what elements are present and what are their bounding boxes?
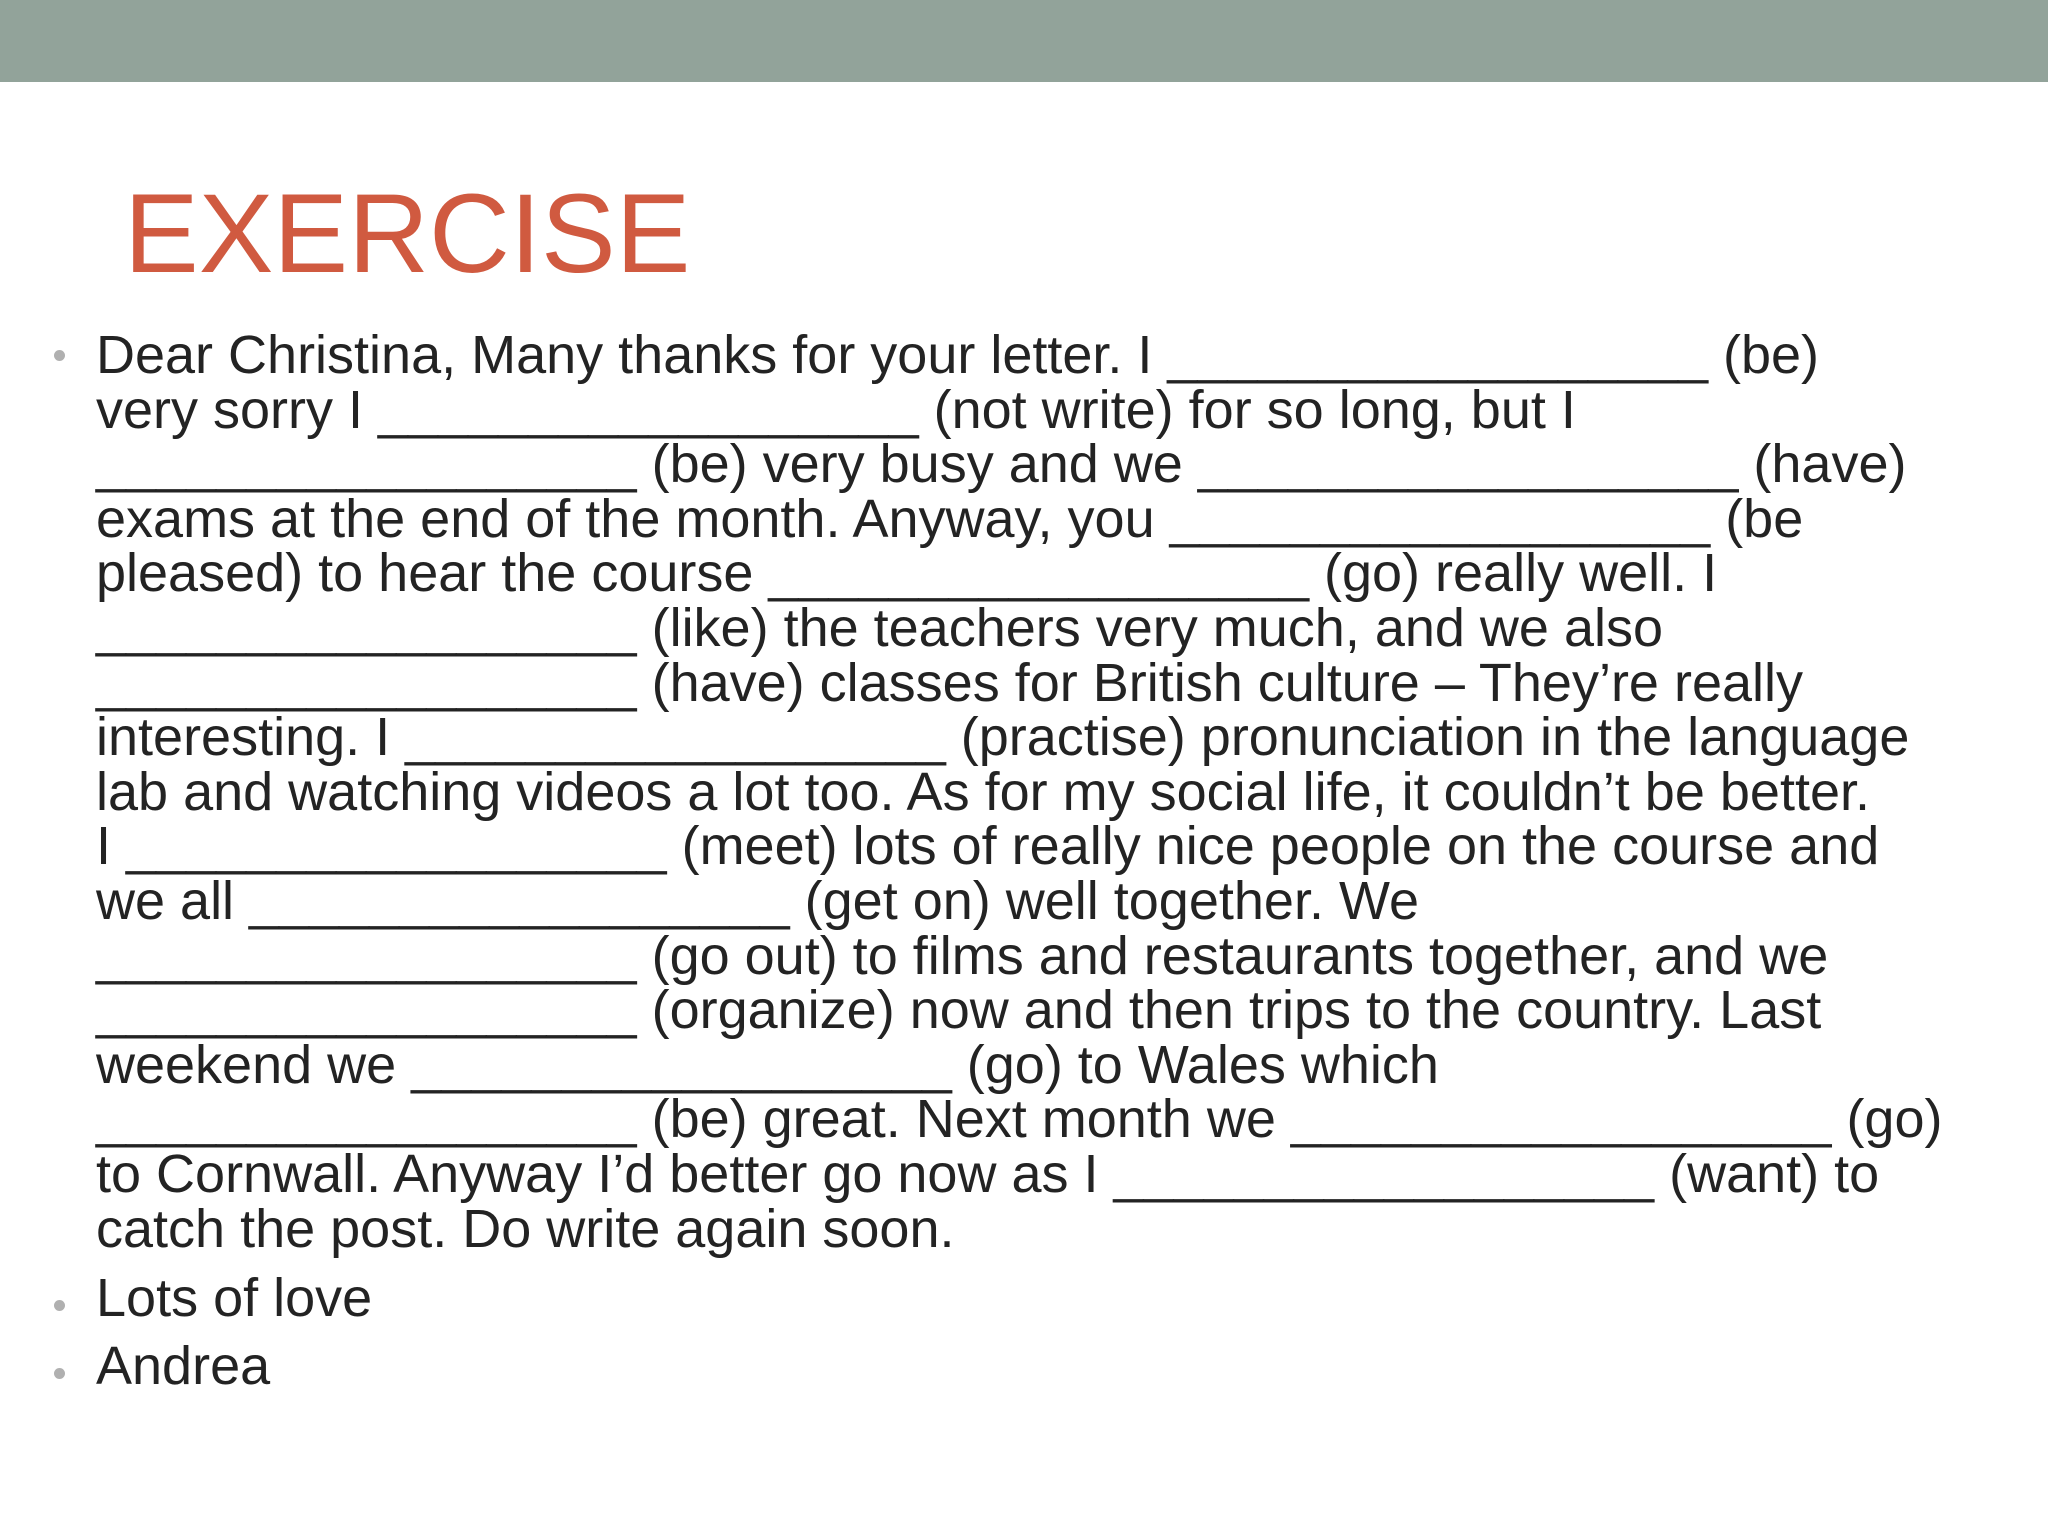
letter-line: __________________ (be) very busy and we __________________ (have) bbox=[96, 434, 1907, 495]
letter-line: lab and watching videos a lot too. As for my social life, it couldn’t be better. bbox=[96, 761, 1870, 822]
slide-title: EXERCISE bbox=[124, 171, 691, 296]
letter-line: __________________ (go out) to films and restaurants together, and we bbox=[96, 925, 1829, 986]
letter-line: we all __________________ (get on) well together. We bbox=[96, 870, 1419, 931]
slide-header-band bbox=[0, 0, 2048, 82]
signature-item bbox=[0, 1336, 2016, 1397]
letter-line: __________________ (have) classes for British culture – They’re really bbox=[96, 652, 1804, 713]
letter-line: weekend we __________________ (go) to Wales which bbox=[96, 1034, 1439, 1095]
letter-line: catch the post. Do write again soon. bbox=[96, 1198, 955, 1259]
letter-line: to Cornwall. Anyway I’d better go now as I __________________ (want) to bbox=[96, 1143, 1880, 1204]
letter-line: __________________ (be) great. Next month we __________________ (go) bbox=[96, 1089, 1943, 1150]
bullet-dot-icon bbox=[54, 350, 65, 361]
signoff-text: Lots of love bbox=[96, 1268, 373, 1329]
letter-line: I __________________ (meet) lots of really nice people on the course and bbox=[96, 816, 1880, 877]
bullet-list bbox=[0, 325, 2048, 1397]
letter-line: exams at the end of the month. Anyway, you __________________ (be bbox=[96, 488, 1804, 549]
bullet-dot-icon bbox=[54, 1300, 65, 1311]
letter-line: Dear Christina, Many thanks for your letter. I __________________ (be) bbox=[96, 325, 1820, 385]
signature-name: Andrea bbox=[96, 1336, 271, 1397]
letter-line: pleased) to hear the course __________________ (go) really well. I bbox=[96, 543, 1718, 604]
letter-line: __________________ (like) the teachers very much, and we also bbox=[96, 597, 1664, 658]
letter-line: very sorry I __________________ (not write) for so long, but I bbox=[96, 379, 1576, 440]
letter-body-item bbox=[0, 325, 2016, 1259]
letter-line: __________________ (organize) now and then trips to the country. Last bbox=[96, 980, 1822, 1041]
letter-line: interesting. I __________________ (practise) pronunciation in the language bbox=[96, 707, 1910, 768]
signoff-item bbox=[0, 1268, 2016, 1329]
bullet-dot-icon bbox=[54, 1368, 65, 1379]
